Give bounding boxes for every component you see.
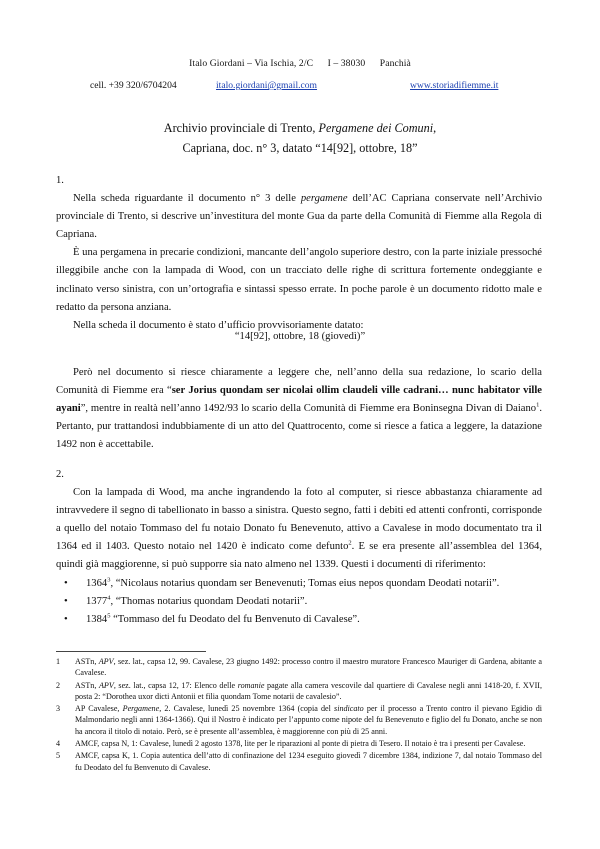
paragraph: Nella scheda il documento è stato d’ufficio provvisoriamente datato: <box>73 319 364 331</box>
footnote-ref[interactable]: 3 <box>107 576 111 584</box>
footnote: 1 ASTn, APV, sez. lat., capsa 12, 99. Cavalese, 23 giugno 1492: processo contro il maestro muratore Francesco Mauriger di Gardena, abitante a Cavalese. <box>56 657 543 678</box>
town: Panchià <box>379 58 411 69</box>
footnote-ref[interactable]: 5 <box>107 612 111 620</box>
dating-quote: “14[92], ottobre, 18 (giovedì)” <box>234 331 366 342</box>
email-link[interactable]: italo.giordani@gmail.com <box>216 80 318 91</box>
postal-code: I – 38030 <box>327 58 366 69</box>
reference-list <box>56 575 542 629</box>
section-1-continued <box>56 364 542 454</box>
phone-number: cell. +39 320/6704204 <box>90 80 177 91</box>
section-number: 2. <box>56 469 64 480</box>
list-item: • 1384$^5$ “Tommaso del fu Deodato del fu Benvenuto di Cavalese”. <box>56 611 542 629</box>
footnote-ref[interactable]: 2 <box>348 539 352 547</box>
bullet-icon: • <box>64 577 68 589</box>
paragraph: Con la lampada di Wood, ma anche ingrandendo la foto al computer, si riesce abbastanza chiaramente ad intravvedere il segno di tabellionato in basso a sinistra. Questo segno, fatti i debiti ed attenti confronti, corrisponde a quello del notaio Tommaso del fu notaio Donato fu Benevenuto, attivo a Cavalese in modo documentato tra il 1364 ed il 1403. Questo notaio nel 1420 è indicato come defunto$^2$. E se era presente all’assemblea del 1364, quindi già maggiorenne, si può supporre sia nato almeno nel 1339. Questi i documenti di riferimento: <box>56 487 543 571</box>
footnote-ref[interactable]: 4 <box>107 594 111 602</box>
author-address: Italo Giordani – Via Ischia, 2/C <box>189 58 314 69</box>
paragraph: È una pergamena in precarie condizioni, mancante dell’angolo superiore destro, con la parte iniziale pressoché illeggibile anche con la lampada di Wood, con un tracciato delle righe di scrittura fortemente ondeggiante e inclinato verso sinistra, con un’ortografia e sintassi spesso errate. In poche parole è un documento ridotto male e redatto da persona anziana. <box>56 247 542 313</box>
paragraph: Nella scheda riguardante il documento n° 3 delle pergamene dell’AC Capriana conservate nell’Archivio provinciale di Trento, si descrive un’investitura del monte Gua da parte della Comunità di Fiemme alla Regola di Capriana. <box>56 193 542 241</box>
paragraph: Però nel documento si riesce chiaramente a leggere che, nell’anno della sua redazione, lo scario della Comunità di Fiemme era “ser Jorius quondam ser nicolai ollim claudeli ville cadrani… nunc habitator ville ayani”, mentre in realtà nell’anno 1492/93 lo scario della Comunità di Fiemme era Boninsegna Divan di Daiano$^1$. Pertanto, pur trattandosi indubbiamente di un atto del Quattrocento, come si riesce a fatica a leggere, la datazione 1492 non è accettabile. <box>56 367 542 451</box>
list-item: • 1364$^3$, “Nicolaus notarius quondam ser Benevenuti; Tomas eius nepos quondam Deodati notarii”. <box>56 575 542 593</box>
website-link[interactable]: www.storiadifiemme.it <box>410 80 499 91</box>
section-1 <box>56 172 542 335</box>
list-item: • 1377$^4$, “Thomas notarius quondam Deodati notarii”. <box>56 593 542 611</box>
footnotes <box>56 656 542 774</box>
footnote: 5 AMCF, capsa K, 1. Copia autentica dell’atto di confinazione del 1234 eseguito giovedì 7 dicembre 1384, indizione 7, dal notaio Tommaso del fu Deodato del fu Benvenuto di Cavalese. <box>56 751 542 772</box>
footnote: 2 ASTn, APV, sez. lat., capsa 12, 17: Elenco delle romanie pagate alla camera vescovile dal quartiere di Cavalese negli anni 1418-20, f. XVII, posta 2: “Dorothea uxor dicti Antonii et filia quondam Tome notarii de cavalesio”. <box>56 680 542 701</box>
title-line-1: Archivio provinciale di Trento, Pergamene dei Comuni, <box>163 121 437 135</box>
section-number: 1. <box>56 175 64 186</box>
bullet-icon: • <box>64 595 68 607</box>
document-title <box>0 118 600 158</box>
footnote-separator <box>56 651 206 652</box>
title-line-2: Capriana, doc. n° 3, datato “14[92], ottobre, 18” <box>182 141 418 155</box>
footnote: 3 AP Cavalese, Pergamene, 2. Cavalese, lunedì 25 novembre 1364 (copia del sindicato per il processo a Trento contro il pievano Egidio di Malmondario negli anni 1364-1366). Qui il Nostro è indicato per l’appunto come nipote del fu Benevenuto e figlio del fu Donato, anche se non ha ancora il titolo di notaio. Però, se è presente all’assemblea, è maggiorenne con più di 25 anni. <box>56 704 542 736</box>
section-2 <box>56 466 542 629</box>
footnote: 4 AMCF, capsa N, 1: Cavalese, lunedì 2 agosto 1378, lite per le riparazioni al ponte di pietra di Tesero. Il notaio è tra i presenti per Cavalese. <box>56 738 526 748</box>
letterhead-address <box>0 58 600 69</box>
footnote-ref[interactable]: 1 <box>536 401 540 409</box>
bullet-icon: • <box>64 613 68 625</box>
